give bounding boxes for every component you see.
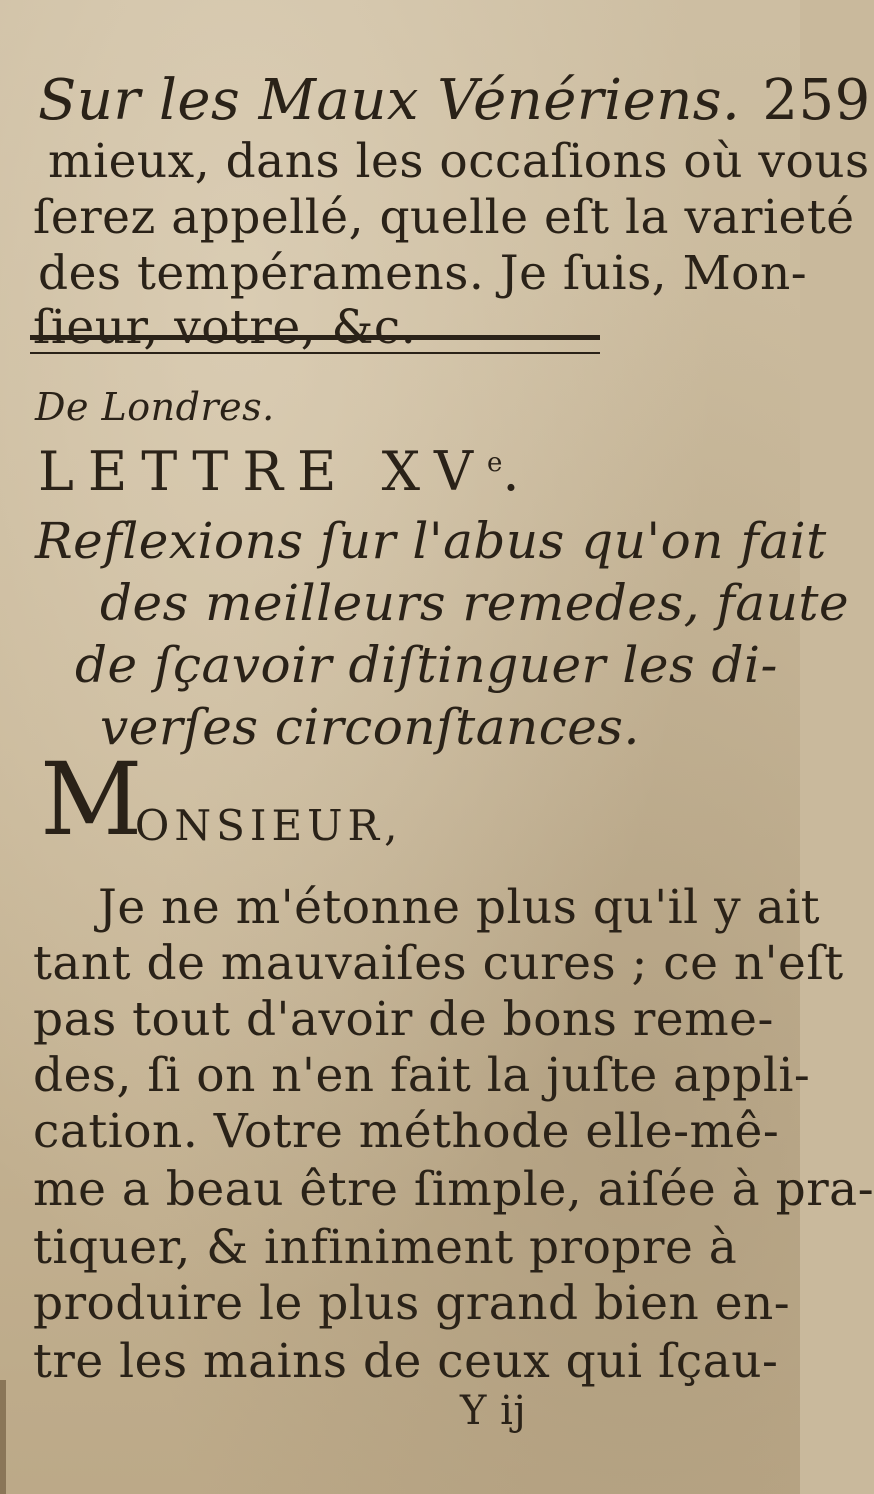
page-number: 259: [762, 68, 871, 133]
text-line: me a beau être ſimple, aiſée à pra-: [33, 1162, 874, 1217]
letter-numeral-sup: e: [487, 448, 503, 478]
summary-line: de ſçavoir diſtinguer les di-: [75, 636, 778, 694]
drop-cap: M: [40, 741, 143, 858]
section-rule: [30, 335, 600, 354]
dateline: De Londres.: [35, 385, 275, 429]
summary-line: des meilleurs remedes, faute: [100, 574, 850, 632]
page-edge-shadow: [0, 1380, 6, 1494]
letter-heading: [38, 440, 534, 503]
text-line: pas tout d'avoir de bons reme-: [33, 992, 774, 1047]
text-line: des tempéramens. Je ſuis, Mon-: [38, 246, 808, 301]
letter-heading-period: .: [502, 440, 534, 503]
summary-line: Reflexions ſur l'abus qu'on fait: [35, 512, 827, 570]
text-line: tant de mauvaiſes cures ; ce n'eſt: [33, 936, 844, 991]
salutation: [40, 741, 403, 858]
letter-word: LETTRE: [38, 440, 351, 503]
letter-numeral: XV: [381, 440, 488, 503]
text-line: des, ſi on n'en fait la juſte appli-: [33, 1048, 811, 1103]
text-line: mieux, dans les occaſions où vous: [48, 134, 870, 189]
summary-line: verſes circonſtances.: [100, 698, 640, 756]
text-line: produire le plus grand bien en-: [33, 1276, 791, 1331]
signature-mark: Y ij: [460, 1388, 527, 1434]
salutation-rest: ONSIEUR,: [134, 801, 403, 850]
text-line: tre les mains de ceux qui ſçau-: [33, 1334, 779, 1389]
text-line: cation. Votre méthode elle-mê-: [33, 1104, 780, 1159]
text-line: ſieur, votre, &c.: [33, 300, 417, 355]
text-line: Je ne m'étonne plus qu'il y ait: [98, 880, 821, 935]
text-line: ſerez appellé, quelle eſt la varieté: [33, 190, 855, 245]
text-line: tiquer, & infiniment propre à: [33, 1220, 738, 1275]
running-header: [38, 68, 871, 133]
header-title: Sur les Maux Vénériens.: [38, 68, 741, 133]
